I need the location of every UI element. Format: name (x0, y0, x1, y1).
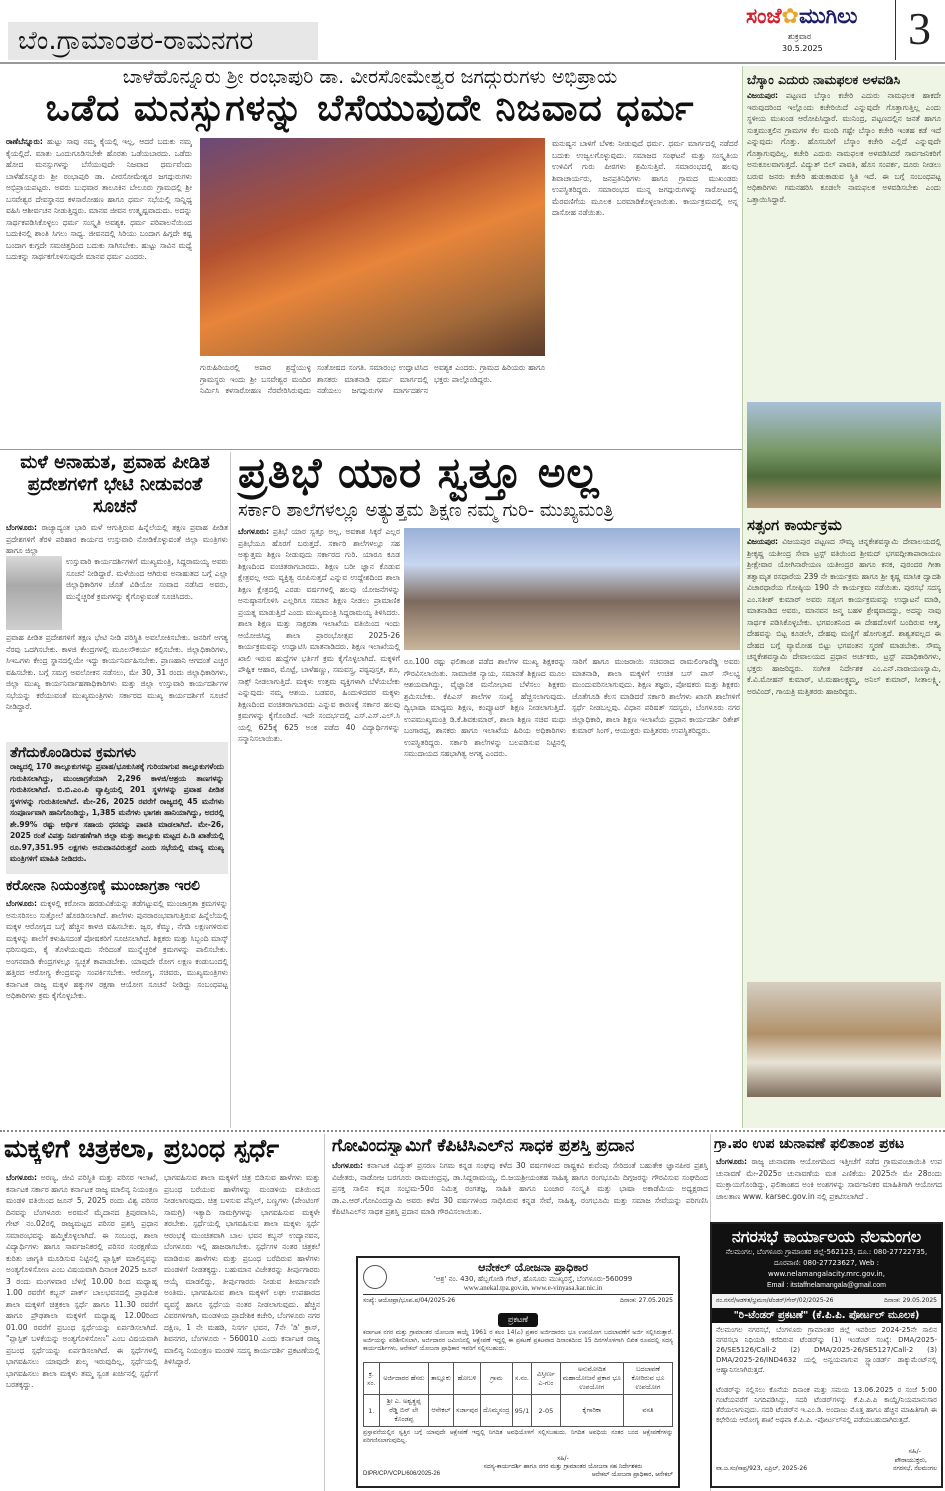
retender-bar: "ರಿ-ಟೆಂಡರ್ ಪ್ರಕಟಣೆ" (ಕೆ.ಪಿ.ಪಿ. ಪೋರ್ಟಲ್ ಮೂಲಕ) (712, 1308, 941, 1323)
table-cell: ದೊಮ್ಮಸಂದ್ರ (481, 1395, 513, 1427)
nelamangala-ref: ನಂ.ನಸನೆ/ಆಡಳಿತ/ಭ್ರಮಣ/ಟೆಂಡರ್/ಗೇರ್/02/2025-26 (716, 1297, 834, 1304)
lead-body-col2: ಗುರುಹಿರಿಯರಲ್ಲಿ ಅಪಾರ ಶ್ರದ್ಧೆಯುಳ್ಳ ಗ್ರಾಮಸ್ಥರು ಇಂದು ಶ್ರೀ ಬಸವೇಶ್ವರ ಮಂದಿರ ನಿರ್ಮಿಸಿ ಕಳಸಾರೋಹಣ ನೆರವೇರಿಸಿರುವುದು ಸಂತೋಷದ ಸಂಗತಿ. ಸಮಾರಂಭ ಉದ್ಘಾಟಿಸಿದ ಶಾಸಕರು ಮಾತನಾಡಿ ಧರ್ಮ ಮಾರ್ಗದಲ್ಲಿ ನಡೆಯಲು ಜಗದ್ಗುರುಗಳ ಮಾರ್ಗದರ್ಶನ ಅವಶ್ಯಕ ಎಂದರು. ಗ್ರಾಮದ ಹಿರಿಯರು ಹಾಗೂ ಭಕ್ತರು ಪಾಲ್ಗೊಂಡಿದ್ದರು. (200, 363, 545, 395)
anekal-title: ಆನೇಕಲ್ ಯೋಜನಾ ಪ್ರಾಧಿಕಾರ (478, 1261, 588, 1274)
measures-title: ತೆಗೆದುಕೊಂಡಿರುವ ಕ್ರಮಗಳು (10, 745, 136, 761)
anekal-web[interactable]: www.anekal.tpa.gov.in, www.e-vinyasa.kar.nic.in (463, 1284, 603, 1292)
award-body (332, 1160, 708, 1238)
nelamangala-body1: ನೆಲಮಂಗಲ ನಗರಸಭೆ, ಬೆಂಗಳೂರು ಗ್ರಾಮಾಂತರ ಜಿಲ್ಲೆ ಇವರಿಂದ 2024-25ನೇ ಸಾಲಿನ ನಗರಸಭಾ ನಿಧಿಯಡಿ ಕರೆದಿರುವ ಟೆಂಡರ್‌ನ್ನು (1) ಇಂಡೆಂಟ್ ಸಂಖ್ಯೆ: DMA/2025-26/SE5126/Call-2 (2) DMA/2025-26/SE5127/Call-2 (3) DMA/2025-26/IND4632 ಯಲ್ಲಿ ಅನ್ವಯವಾಗುವ ಸ್ಟ್ಯಾಂಡರ್ಡ್ ಡಾಕ್ಯುಮೆಂಟ್‌ನಲ್ಲಿ ಆಹ್ವಾನಿಸಲಾಗಿರುತ್ತದೆ. (716, 1326, 937, 1374)
masthead (740, 0, 945, 62)
lead-body-col3: ಮನುಷ್ಯನ ಬಾಳಿಗೆ ಬೆಳಕು ನೀಡುವುದೆ ಧರ್ಮ. ಧರ್ಮ ಮಾರ್ಗದಲ್ಲಿ ನಡೆದರೆ ಬದುಕು ಉಜ್ವಲಗೊಳ್ಳುವುದು. ಸಮಾಜದ ಸಂಘಟನೆ ಮತ್ತು ಸಂಸ್ಕೃತಿಯ ಉಳಿವಿಗೆ ಗುರು ಪೀಠಗಳು ಶ್ರಮಿಸುತ್ತಿವೆ. ಸಮಾರಂಭದಲ್ಲಿ ಹಲವು ಶಿವಾಚಾರ್ಯರು, ಜನಪ್ರತಿನಿಧಿಗಳು ಹಾಗೂ ಗ್ರಾಮದ ಮುಖಂಡರು ಉಪಸ್ಥಿತರಿದ್ದರು. ಸಮಾರಂಭದ ಮುನ್ನ ಜಗದ್ಗುರುಗಳನ್ನು ಸಾರೋಟದಲ್ಲಿ ಮೆರವಣಿಗೆಯ ಮೂಲಕ ಬರಮಾಡಿಕೊಳ್ಳಲಾಯಿತು. ಕಾರ್ಯಕ್ರಮದಲ್ಲಿ ಅನ್ನ ದಾಸೋಹ ನಡೆಯಿತು. (552, 139, 738, 217)
table-header-cell: ವಿಸ್ತೀರ್ಣ ಎ-ಗುಂ (532, 1363, 560, 1395)
table-cell: ಶ್ರೀ ಎ. ಅಶ್ವತ್ಥಪ್ಪ ರೆಡ್ಡಿ ಬಿನ್ ಲೇ ಕೊಂಡಪ್ಪ (379, 1395, 428, 1427)
govt-seal-icon (363, 1265, 387, 1289)
cm-deck: ಸರ್ಕಾರಿ ಶಾಲೆಗಳಲ್ಲೂ ಅತ್ಯುತ್ತಮ ಶಿಕ್ಷಣ ನಮ್ಮ ಗುರಿ- ಮುಖ್ಯಮಂತ್ರಿ (238, 500, 614, 521)
table-header-cell: ತಾಲ್ಲೂಕು (429, 1363, 454, 1395)
sidebar-story1-dateline: ವಿಜಯಪುರ: (747, 91, 778, 100)
lead-dateline: ರಾಣೆಬೆನ್ನೂರು: (6, 137, 43, 146)
award-headline: ಗೋವಿಂದಸ್ವಾಮಿಗೆ ಕೆಪಿಟಿಸಿಎಲ್‌ನ ಸಾಧಕ ಪ್ರಶಸ್ತಿ ಪ್ರದಾನ (332, 1136, 635, 1156)
anekal-table (363, 1362, 673, 1427)
anekal-closing: ಪ್ರಸ್ತಾವನೆಯಲ್ಲಿನ ಸ್ವತ್ತಿನ ಬಗ್ಗೆ ಯಾವುದೇ ಆಕ್ಷೇಪಣೆ ಇದ್ದಲ್ಲಿ ನಿಗದಿತ ಅವಧಿಯೊಳಗೆ ಸಲ್ಲಿಸಬಹುದು. ನಿಗದಿತ ಅವಧಿಯ ನಂತರ ಬಂದ ಆಕ್ಷೇಪಣೆಗಳನ್ನು ಪರಿಗಣಿಸಲಾಗುವುದಿಲ್ಲ. (363, 1429, 673, 1444)
table-cell: ಆನೇಕಲ್ (429, 1395, 454, 1427)
nelamangala-email[interactable]: Email : itstaffnelamangala@gmail.com (766, 1282, 887, 1289)
lead-headline: ಒಡೆದ ಮನಸ್ಸುಗಳನ್ನು ಬೆಸೆಯುವುದೇ ನಿಜವಾದ ಧರ್ಮ (45, 88, 695, 129)
sidebar-photo-satsang (747, 982, 941, 1097)
nelamangala-body2: ಟೆಂಡರ್‌ನ್ನು ಸಲ್ಲಿಸಲು ಕೊನೆಯ ದಿನಾಂಕ ಮತ್ತು ಸಮಯ 13.06.2025 ರ ಸಂಜೆ 5:00 ಗಂಟೆಯವರೆಗೆ ನಿಗದಿಪಡಿಸಿದ್ದು, ಸದರಿ ಟೆಂಡರ್‌ಗಳನ್ನು ಕೆ.ಪಿ.ಪಿ.ಪಿ ಕಾಯ್ದೆ/ನಿಯಮಾನುಸಾರ ತೆರೆಯಲಾಗುವುದು. ಸದರಿ ಟೆಂಡರ್‌ನ ಇ.ಎಂ.ಡಿ. ಅಂದಾಜು ಮೊತ್ತ ಹಾಗೂ ಹೆಚ್ಚಿನ ಮಾಹಿತಿಗಾಗಿ ಈ ಕಛೇರಿಯ ಆರೋಗ್ಯ ಶಾಖೆ ಅಥವಾ ಕೆ.ಪಿ.ಪಿ. -ಪೋರ್ಟಲ್‌ನಲ್ಲಿ ಪಡೆಯಬಹುದಾಗಿರುತ್ತದೆ. (716, 1386, 937, 1424)
sidebar-story1-body (743, 88, 945, 398)
sidebar (742, 66, 945, 1128)
anekal-code: DIPR/CP/VCPL/606/2025-26 (363, 1471, 441, 1477)
cm-body-col3: ಸಾರಿಗೆ ಹಾಗೂ ಮುಜರಾಯಿ ಸಚಿವರಾದ ರಾಮಲಿಂಗಾರೆಡ್ಡಿ ಅವರು ಮಾತನಾಡಿ, ಶಾಲಾ ಮಕ್ಕಳಿಗೆ ಉಚಿತ ಬಸ್ ಪಾಸ್ ಸೌಲಭ್ಯ ಮುಂದುವರಿಸಲಾಗುವುದು. ಶಿಕ್ಷಣ ತಜ್ಞರು, ಪೋಷಕರು ಮತ್ತು ಶಿಕ್ಷಕರು ಜೊತೆಗೂಡಿ ಕೆಲಸ ಮಾಡಿದರೆ ಸರ್ಕಾರಿ ಶಾಲೆಗಳು ಖಾಸಗಿ ಶಾಲೆಗಳಿಗೆ ಸ್ಪರ್ಧೆ ನೀಡಬಲ್ಲವು. ವಿಧಾನ ಪರಿಷತ್ ಸದಸ್ಯರು, ಬೆಂಗಳೂರು ನಗರ ಜಿಲ್ಲಾಧಿಕಾರಿ, ಶಾಲಾ ಶಿಕ್ಷಣ ಇಲಾಖೆಯ ಪ್ರಧಾನ ಕಾರ್ಯದರ್ಶಿ ರಿತೇಶ್ ಕುಮಾರ್ ಸಿಂಗ್, ಆಯುಕ್ತರು ಮತ್ತಿತರರು ಉಪಸ್ಥಿತರಿದ್ದರು. (572, 657, 740, 735)
corona-dateline: ಬೆಂಗಳೂರು: (6, 899, 38, 908)
rain-intro-text: ರಾಜ್ಯಾದ್ಯಂತ ಭಾರಿ ಮಳೆ ಆಗುತ್ತಿರುವ ಹಿನ್ನೆಲೆಯಲ್ಲಿ ತಕ್ಷಣ ಪ್ರವಾಹ ಪೀಡಿತ ಪ್ರದೇಶಗಳಿಗೆ ತೆರಳಿ ಪರಿಹಾರ ಕಾರ್ಯದ ಉಸ್ತುವಾರಿ ನೋಡಿಕೊಳ್ಳುವಂತೆ ಜಿಲ್ಲಾ ಮಂತ್ರಿಗಳು ಹಾಗೂ ಜಿಲ್ಲಾ (6, 523, 228, 555)
cm-photo (404, 528, 740, 650)
nelamangala-title: ನಗರಸಭೆ ಕಾರ್ಯಾಲಯ ನೆಲಮಂಗಲ (731, 1227, 922, 1246)
table-cell: ಕೈಗಾರಿಕಾ (560, 1395, 623, 1427)
election-dateline: ಬೆಂಗಳೂರು: (716, 1157, 748, 1166)
sidebar-story2-dateline: ವಿಜಯಪುರ: (747, 537, 778, 546)
rain-headline: ಮಳೆ ಅನಾಹುತ, ಪ್ರವಾಹ ಪೀಡಿತ ಪ್ರದೇಶಗಳಿಗೆ ಭೇಟಿ ನೀಡುವಂತೆ ಸೂಚನೆ (20, 452, 210, 517)
rain-intro (6, 522, 228, 556)
nelamangala-sign2: ಪೌರಾಯುಕ್ತರು, (894, 1456, 927, 1464)
newspaper-logo (746, 4, 857, 29)
sidebar-story2-text: ವಿಜಯಪುರ ಪಟ್ಟಣದ ಸೌಮ್ಯ ಚನ್ನಕೇಶವಸ್ವಾಮಿ ದೇವಾಲಯದಲ್ಲಿ ಶ್ರೀಕೃಷ್ಣ ಯತೀಂದ್ರ ಸೇವಾ ಟ್ರಸ್ಟ್ ವತಿಯಿಂದ ಶ್ರೀಮದ್ ಭಗವದ್ಗೀತಾಪಾರಾಯಣ ಶ್ರೀಕ್ಷೇವಾರ ಯೋಗಿನಾರೇಯಣ ಯತೀಂದ್ರರ ಹಾಗೂ ಕನಕ, ಪುರಂದರ ಗೀತಾ ತತ್ವಾಮೃತ ರಸಧಾರೆಯ 239 ನೇ ಕಾರ್ಯಕ್ರಮ ಹಾಗೂ ಶ್ರೀ ಕೃಷ್ಣ ಮಾಸಿಕ ದ್ವಾದಶಿ ವಿಚಾರಧಾರೆಯ ಗೋಷ್ಠಿಯ 190 ನೇ ಕಾರ್ಯಕ್ರಮ ನಡೆಯಿತು. ಪುರಸಭೆ ಸದಸ್ಯ ಎಂ.ಸತೀಶ್ ಕುಮಾರ್ ಅವರು ಸತ್ಸಂಗ ಕಾರ್ಯಕ್ರಮವನ್ನು ಉದ್ಘಾಟನೆ ಮಾಡಿ, ಮಾತನಾಡಿದ ಅವರು, ಮಾನವನ ಜನ್ಮ ಬಹಳ ಶ್ರೇಷ್ಠವಾದದ್ದು, ಅದನ್ನು ನಾವು ಸಾರ್ಥಕ ಪಡಿಸಿಕೊಳ್ಳಬೇಕು. ಭಗವಂತನಿಂದ ಈ ದೇಹದೊಳಗೆ ಬಂದಿರುವ ಆತ್ಮ, ದೇಹವನ್ನು ಬಿಟ್ಟ ಕೂಡಲೇ, ದೇಹವು ಮಣ್ಣಿಗೆ ಹೋಗುತ್ತದೆ. ಶಾಶ್ವತವಲ್ಲದ ಈ ದೇಹದ ಬಗ್ಗೆ ವ್ಯಾಮೋಹ ಬಿಟ್ಟು ಭಗವಂತನ ಸ್ಮರಣೆ ಮಾಡಬೇಕು. ಸೌಮ್ಯ ಚನ್ನಕೇಶವಸ್ವಾಮಿ ದೇವಾಲಯದ ಪ್ರಧಾನ ಅರ್ಚಕರು, ಟ್ರಸ್ಟ್ ಪದಾಧಿಕಾರಿಗಳು, ಭಕ್ತರು ಹಾಜರಿದ್ದರು. ಸಂಗೀತ ನಿರ್ದೇಶಕ ಎಂ.ಎನ್.ನಾರಾಯಣಸ್ವಾಮಿ, ಕೆ.ವಿ.ಮೋಹನ್ ಕುಮಾರ್, ಟಿ.ಮಹಾಲಕ್ಷ್ಮಮ್ಮ, ಅನಿಲ್ ಕುಮಾರ್, ಸೀತಾಲಕ್ಷ್ಮಿ, ಅರವಿಂದ್, ಗಾಯತ್ರಿ ಮತ್ತಿತರರು ಹಾಜರಿದ್ದರು. (747, 537, 941, 696)
sidebar-story2-headline: ಸತ್ಸಂಗ ಕಾರ್ಯಕ್ರಮ (747, 516, 842, 534)
election-body (716, 1156, 942, 1212)
cm-dateline: ಬೆಂಗಳೂರು: (238, 527, 270, 536)
section-tag: ಬೆಂ.ಗ್ರಾಮಾಂತರ-ರಾಮನಗರ (8, 22, 318, 60)
table-header-cell: ಅನುಮೋದಿತ ಮಹಾಯೋಜನೆ ಪ್ರಕಾರ ಭೂ ಉಪಯೋಗ (560, 1363, 623, 1395)
anekal-ad (356, 1256, 680, 1488)
table-cell: 95/1 (512, 1395, 532, 1427)
corona-headline: ಕರೋನಾ ನಿಯಂತ್ರಣಕ್ಕೆ ಮುಂಜಾಗ್ರತಾ ಇರಲಿ (6, 878, 200, 894)
table-header-cell: ಕ್ರ. ಸಂ. (364, 1363, 380, 1395)
table-cell: ವಸತಿ (623, 1395, 672, 1427)
cm-body-col2: ರೂ.100 ರಷ್ಟು ಫಲಿತಾಂಶ ಪಡೆದ ಶಾಲೆಗಳ ಮುಖ್ಯ ಶಿಕ್ಷಕರನ್ನು ಗೌರವಿಸಲಾಯಿತು. ಸಾಮಾಜಿಕ ನ್ಯಾಯ, ಸಮಾನತೆ ಶಿಕ್ಷಣದ ಮೂಲ ಆಶಯವಾಗಿದ್ದು, ವೈಜ್ಞಾನಿಕ ಮನೋಭಾವ ಬೆಳೆಸಲು ಶಿಕ್ಷಕರು ಶ್ರಮಿಸಬೇಕು. ಕೆಪಿಎಸ್ ಶಾಲೆಗಳ ಸಂಖ್ಯೆ ಹೆಚ್ಚಿಸಲಾಗುವುದು. ದ್ವಿಭಾಷಾ ಮಾಧ್ಯಮ ಶಿಕ್ಷಣ, ಕಂಪ್ಯೂಟರ್ ಶಿಕ್ಷಣ ನೀಡಲಾಗುತ್ತಿದೆ. ಉಪಮುಖ್ಯಮಂತ್ರಿ ಡಿ.ಕೆ.ಶಿವಕುಮಾರ್, ಶಾಲಾ ಶಿಕ್ಷಣ ಸಚಿವ ಮಧು ಬಂಗಾರಪ್ಪ, ಶಾಸಕರು ಹಾಗೂ ಇಲಾಖೆಯ ಹಿರಿಯ ಅಧಿಕಾರಿಗಳು ಉಪಸ್ಥಿತರಿದ್ದರು. ಸರ್ಕಾರಿ ಶಾಲೆಗಳನ್ನು ಬಲಪಡಿಸುವ ನಿಟ್ಟಿನಲ್ಲಿ ಸಮುದಾಯದ ಸಹಭಾಗಿತ್ವ ಅಗತ್ಯ ಎಂದರು. (404, 657, 566, 758)
page-number: 3 (895, 0, 943, 60)
rain-dateline: ಬೆಂಗಳೂರು: (6, 523, 38, 532)
issue-date: 30.5.2025 (782, 44, 823, 53)
column-divider (230, 452, 231, 1128)
lead-text: ಹುಟ್ಟು ಸಾವು ನಮ್ಮ ಕೈಯಲ್ಲಿ ಇಲ್ಲ, ಆದರೆ ಬದುಕು ನಮ್ಮ ಕೈಯಲ್ಲಿದೆ. ಮಾತು ಒಂದುಗೂಡಿಸಬೇಕೇ ಹೊರತು ಒಡೆಯಬಾರದು. ಒಡೆದು ಹೋದ ಮನಸ್ಸುಗಳನ್ನು ಬೆಸೆಯುವುದೇ ನಿಜವಾದ ಧರ್ಮವೆಂದು ಬಾಳೆಹೊನ್ನೂರು ಶ್ರೀ ರಂಭಾಪುರಿ ಡಾ. ವೀರಸೋಮೇಶ್ವರ ಜಗದ್ಗುರುಗಳು ಅಭಿಪ್ರಾಯಪಟ್ಟರು. ಅವರು ಬುಧವಾರ ತಾಲೂಕಿನ ಬೇಲೂರು ಗ್ರಾಮದಲ್ಲಿ ಶ್ರೀ ಬಸವೇಶ್ವರ ದೇವಸ್ಥಾನದ ಕಳಸಾರೋಹಣ ಹಾಗೂ ಧರ್ಮ ಸಭೆಯಲ್ಲಿ ಸಾನ್ನಿಧ್ಯ ವಹಿಸಿ ಆಶೀರ್ವಚನ ನೀಡುತ್ತಿದ್ದರು. ಮಾನವ ಜೀವನ ಉತ್ಕೃಷ್ಟವಾದುದು. ಅದನ್ನು ಸಾರ್ಥಕಪಡಿಸಿಕೊಳ್ಳಲು ಧರ್ಮ ಸಂಸ್ಕೃತಿ ಅವಶ್ಯಕ. ಧರ್ಮ ಪರಿಪಾಲನೆಯಿಂದ ಬದುಕಿನಲ್ಲಿ ಶಾಂತಿ ಸಿಗಲು ಸಾಧ್ಯ. ಜೀವನದಲ್ಲಿ ಸಿರಿಯು ಬಂದಾಗ ಹಿಗ್ಗದೇ ಕಷ್ಟ ಬಂದಾಗ ಕುಗ್ಗದೇ ಸಮಚಿತ್ತದಿಂದ ಬದುಕು ಸಾಗಿಸಬೇಕು. ಹುಟ್ಟು ಸಾವಿನ ಮಧ್ಯೆ ಬದುಕನ್ನು ಸಾರ್ಥಕಗೊಳಿಸುವುದೇ ಮಾನವ ಧರ್ಮ ಎಂದರು. (6, 137, 192, 261)
logo-part-1: ಸಂಜೆ (746, 4, 782, 28)
table-header-cell: ಸ.ನಂ. (512, 1363, 532, 1395)
rain-body: ಪ್ರವಾಹ ಪೀಡಿತ ಪ್ರದೇಶಗಳಿಗೆ ತಕ್ಷಣ ಭೇಟಿ ನೀಡಿ ಪರಿಸ್ಥಿತಿ ಅವಲೋಕಿಸಬೇಕು. ಜನರಿಗೆ ಅಗತ್ಯ ನೆರವು ಒದಗಿಸಬೇಕು. ಕಾಳಜಿ ಕೇಂದ್ರಗಳಲ್ಲಿ ಮೂಲಸೌಕರ್ಯ ಕಲ್ಪಿಸಬೇಕು. ಜಿಲ್ಲಾಧಿಕಾರಿಗಳು, ಸಿಇಒಗಳು ಕೇಂದ್ರ ಸ್ಥಾನದಲ್ಲಿಯೇ ಇದ್ದು ಕಾರ್ಯನಿರ್ವಹಿಸಬೇಕು. ಪ್ರಾಣಹಾನಿ ಆಗದಂತೆ ಎಚ್ಚರ ವಹಿಸಬೇಕು. ಬಗ್ಗೆ ಸಮಗ್ರ ಅವಲೋಕನ ನಡೆಸಲು, ಮೇ 30, 31 ರಂದು ಜಿಲ್ಲಾಧಿಕಾರಿಗಳು, ಜಿಲ್ಲಾ ಮುಖ್ಯ ಕಾರ್ಯನಿರ್ವಾಹಣಾಧಿಕಾರಿಗಳು ಮತ್ತು ಜಿಲ್ಲಾ ಉಸ್ತುವಾರಿ ಕಾರ್ಯದರ್ಶಿಗಳ ಸಭೆಯನ್ನು ಕರೆಯುವಂತೆ ಮುಖ್ಯಮಂತ್ರಿಗಳು ಸರ್ಕಾರದ ಮುಖ್ಯ ಕಾರ್ಯದರ್ಶಿಗೆ ಸೂಚನೆ ನೀಡಿದ್ದಾರೆ. (6, 633, 228, 711)
table-cell: 1. (364, 1395, 380, 1427)
nelamangala-header (712, 1224, 941, 1294)
issue-day: ಶುಕ್ರವಾರ (788, 32, 812, 41)
table-cell: 2-05 (532, 1395, 560, 1427)
nelamangala-address2: ದೂರವಾಣಿ: 080-27723627, Web : www.nelamangalacity.mrc.gov.in, (768, 1259, 885, 1278)
anekal-ref: ಸಂಖ್ಯೆ: ಆಯೋಪ್ರಾ/ಭೂಪ.ಪ/04/2025-26 (363, 1297, 456, 1304)
drawing-dateline: ಬೆಂಗಳೂರು: (6, 1173, 38, 1182)
drawing-body-col1 (6, 1172, 158, 1488)
sidebar-story1-text: ಪಟ್ಟಣದ ಬೆಸ್ಕಾಂ ಕಚೇರಿ ಎದುರು ನಾಮಫಲಕ ಹಾಕದೇ ಇರುವುದರಿಂದ ಇಲ್ಲೊಂದು ಕಚೇರಿಯಿದೆ ಎನ್ನುವುದೇ ಗೊತ್ತಾಗುತ್ತಿಲ್ಲ ಎಂದು ಸ್ಥಳೀಯ ಮುಖಂಡ ಆರೋಪಿಸಿದ್ದಾರೆ. ಮುನಿಂದ್ರ, ಪಟ್ಟಣದಲ್ಲಿನ ಜನತೆ ಹಾಗೂ ಸುತ್ತಮುತ್ತಲಿನ ಗ್ರಾಮಗಳ ಕೆಲ ಮಂದಿ ಗಷ್ಟೇ ಬೆಸ್ಕಾಂ ಕಚೇರಿ ಇಂತಹ ಕಡೆ ಇದೆ ಎನ್ನುವುದು ಗೊತ್ತು. ಹೊಸಬರಿಗೆ ಬೆಸ್ಕಾಂ ಕಚೇರಿ ಎಲ್ಲಿದೆ ಎನ್ನುವುದೇ ಗೊತ್ತಾಗುವುದಿಲ್ಲ. ಕಚೇರಿ ಎದುರು ನಾಮಫಲಕ ಅಳವಡಿಸಿದರೆ ಸಾರ್ವಜನಿಕರಿಗೆ ಅನುಕೂಲವಾಗುತ್ತದೆ. ವಿದ್ಯುತ್ ಬಿಲ್ ಪಾವತಿ, ಹೊಸ ಸಂಪರ್ಕ, ದೂರು ನೀಡಲು ಬರುವ ಜನರು ಕಚೇರಿ ಹುಡುಕಾಡುವ ಸ್ಥಿತಿ ಇದೆ. ಈ ಬಗ್ಗೆ ಸಂಬಂಧಪಟ್ಟ ಅಧಿಕಾರಿಗಳು ಗಮನಹರಿಸಿ ಕೂಡಲೇ ನಾಮಫಲಕ ಅಳವಡಿಸಬೇಕು ಎಂದು ಒತ್ತಾಯಿಸಿದ್ದಾರೆ. (747, 91, 941, 204)
table-header-cell: ಬದಲಾವಣೆ ಕೋರಿರುವ ಭೂ ಉಪಯೋಗ (623, 1363, 672, 1395)
cm-mugshot (6, 556, 62, 630)
table-header-cell: ಹೋಬಳಿ (453, 1363, 480, 1395)
award-text: ಕರ್ನಾಟಕ ವಿದ್ಯುತ್ ಪ್ರಸರಣ ನಿಗಮ ಕನ್ನಡ ಸಂಘವು ಕಳೆದ 30 ವರ್ಷಗಳಿಂದ ರಾಷ್ಟ್ರಕವಿ ಕುವೆಂಪು ಸೇರಿದಂತೆ ಬಹುತೇಕ ಜ್ಞಾನಪೀಠ ಪ್ರಶಸ್ತಿ ವಿಜೇತರು, ನಾಡೋಜ ಬರಗೂರು ರಾಮಚಂದ್ರಪ್ಪ, ಡಾ.ಸಿದ್ದರಾಮಯ್ಯ, ಬಿ.ಜಯಶ್ರೀಯಂತಹ ಸಾಹಿತ್ಯ ಹಾಗೂ ರಂಗಭೂಮಿ ದಿಗ್ಗಜರನ್ನು ಗೌರವಿಸುವ ಸಂಘದಿಂದ ಪ್ರಸಕ್ತ ಸಾಲಿನ ಕನ್ನಡ ಸಂಭ್ರಮ-50ರ ನಿಮಿತ್ತ ರಂಗತಜ್ಞ, ಸಾಹಿತಿ ಹಾಗೂ ಬಂಜಾರ ಸಂಸ್ಕೃತಿ ಮತ್ತು ಭಾಷಾ ಅಕಾಡೆಮಿಯ ಅಧ್ಯಕ್ಷರಾದ ಡಾ.ಎ.ಆರ್.ಗೋವಿಂದಸ್ವಾಮಿ ಅವರು ಕಳೆದ 30 ವರ್ಷಗಳಿಂದ ಸಾಧಿಸಿರುವ ಕನ್ನಡ ಸೇವೆ, ಸಾಹಿತ್ಯ, ರಂಗಭೂಮಿ ಮತ್ತು ಸಮಾಜ ಸೇವೆಯನ್ನು ಪರಿಗಣಿಸಿ ಕೆಪಿಟಿಸಿಎಲ್‌ನ ಸಾಧಕ ಪ್ರಶಸ್ತಿ ಪ್ರದಾನ ಮಾಡಿ ಗೌರವಿಸಲಾಯಿತು. (332, 1161, 708, 1216)
anekal-sign3: ಆನೇಕಲ್ ಯೋಜನಾ ಪ್ರಾಧಿಕಾರ, ಆನೇಕಲ್ (591, 1471, 673, 1478)
anekal-sign2: ಸದಸ್ಯ-ಕಾರ್ಯದರ್ಶಿ ಹಾಗೂ ನಗರ ಮತ್ತು ಗ್ರಾಮಾಂತರ ಯೋಜನಾ ಸಹ ನಿರ್ದೇಶಕರು (483, 1463, 643, 1470)
nelamangala-address1: ನೆಲಮಂಗಲ, ಬೆಂಗಳೂರು ಗ್ರಾಮಾಂತರ ಜಿಲ್ಲೆ-562123, ದೂ.: 080-27722735, (725, 1248, 928, 1256)
drawing-headline: ಮಕ್ಕಳಿಗೆ ಚಿತ್ರಕಲಾ, ಪ್ರಬಂಧ ಸ್ಪರ್ಧೆ (4, 1134, 280, 1163)
measures-body: ರಾಜ್ಯದಲ್ಲಿ 170 ತಾಲ್ಲೂಕುಗಳನ್ನು ಪ್ರವಾಹ/ಭೂಕುಸಿತಕ್ಕೆ ಗುರಿಯಾಗುವ ತಾಲ್ಲೂಕುಗಳೆಂದು ಗುರುತಿಸಲಾಗಿದ್ದು, ಮುಂಜಾಗ್ರತೆಯಾಗಿ 2,296 ಕಾಳಜಿ/ಆಶ್ರಯ ತಾಣಗಳನ್ನು ಗುರುತಿಸಲಾಗಿದೆ. ಬಿ.ಬಿ.ಎಂ.ಪಿ ವ್ಯಾಪ್ತಿಯಲ್ಲಿ 201 ಸ್ಥಳಗಳನ್ನು ಪ್ರವಾಹ ಪೀಡಿತ ಸ್ಥಳಗಳನ್ನು ಗುರುತಿಸಲಾಗಿದೆ. ಮೇ-26, 2025 ರವರೆಗೆ ರಾಜ್ಯದಲ್ಲಿ 45 ಮನೆಗಳು ಸಂಪೂರ್ಣವಾಗಿ ಹಾನಿಗೊಂಡಿದ್ದು, 1,385 ಮನೆಗಳು ಭಾಗಶಃ ಹಾನಿಯಾಗಿದ್ದು, ಅದರಲ್ಲಿ ಶೇ.99% ರಷ್ಟು ಆರ್ಥಿಕ ಸಹಾಯ ಧನವನ್ನು ಪಾವತಿ ಮಾಡಲಾಗಿದೆ. ಮೇ-26, 2025 ರಂತೆ ವಿಪತ್ತು ನಿರ್ವಹಣೆಗಾಗಿ ಜಿಲ್ಲಾ ಮತ್ತು ತಾಲ್ಲೂಕು ಮಟ್ಟದ ಪಿ.ಡಿ ಖಾತೆಯಲ್ಲಿ ರೂ.97,351.95 ಲಕ್ಷಗಳು ಅನುದಾನವಿರುತ್ತದೆ ಎಂದು ಸಭೆಯಲ್ಲಿ ಮಾನ್ಯ ಮುಖ್ಯ ಮಂತ್ರಿಗಳಿಗೆ ಮಾಹಿತಿ ನೀಡಿದರು. (10, 762, 224, 863)
nelamangala-date: ದಿನಾಂಕ: 29.05.2025 (884, 1297, 937, 1304)
anekal-tag: ಪ್ರಕಟಣೆ (498, 1313, 538, 1327)
drawing-text: ಅರಣ್ಯ, ಜೀವಿ ಪರಿಸ್ಥಿತಿ ಮತ್ತು ಪರಿಸರ ಇಲಾಖೆ, ಕರ್ನಾಟಕ ಸರ್ಕಾರ ಹಾಗೂ ಕರ್ನಾಟಕ ರಾಜ್ಯ ಮಾಲಿನ್ಯ ನಿಯಂತ್ರಣ ಮಂಡಳಿ ವತಿಯಿಂದ ಜೂನ್ 5, 2025 ರಂದು ವಿಶ್ವ ಪರಿಸರ ದಿನವನ್ನು ಬೆಂಗಳೂರು ಅರಮನೆ ಮೈದಾನದ ತ್ರಿಪುರವಾಸಿನಿ, ಗೇಟ್ ನಂ.02ರಲ್ಲಿ ರಾಜ್ಯಮಟ್ಟದ ಪರಿಸರ ಪ್ರಶಸ್ತಿ ಪ್ರಧಾನ ಸಮಾರಂಭವನ್ನು ಹಮ್ಮಿಕೊಳ್ಳಲಾಗಿದೆ. ಈ ಸಂಬಂಧ, ಶಾಲಾ ವಿದ್ಯಾರ್ಥಿಗಳು ಹಾಗೂ ಸಾರ್ವಜನಿಕರಲ್ಲಿ ಪರಿಸರ ಸಂರಕ್ಷಣೆಯ ಕುರಿತು ಜಾಗೃತಿ ಮೂಡಿಸುವ ನಿಟ್ಟಿನಲ್ಲಿ ಪ್ಲಾಸ್ಟಿಕ್ ಮಾಲಿನ್ಯವನ್ನು ಅಂತ್ಯಗೊಳಿಸೋಣ ಎಂಬ ವಿಷಯವಾಗಿ ದಿನಾಂಕ 2025 ಜೂನ್ 3 ರಂದು ಮಂಗಳವಾರ ಬೆಳಿಗ್ಗೆ 10.00 ರಿಂದ ಮಧ್ಯಾಹ್ನ 1.00 ರವರೆಗೆ ಕಬ್ಬನ್ ಪಾರ್ಕ್ ಬಾಲಭವನದಲ್ಲಿ ಪ್ರಾಥಮಿಕ ಶಾಲಾ ಮಕ್ಕಳಿಗೆ ಚಿತ್ರಕಲಾ ಸ್ಪರ್ಧೆ ಹಾಗೂ 11.30 ರವರೆಗೆ ಹಾಗೂ ಪ್ರೌಢಶಾಲಾ ಮಕ್ಕಳಿಗೆ ಮಧ್ಯಾಹ್ನ 12.00ರಿಂದ 01.00 ರವರೆಗೆ ಪ್ರಬಂಧ ಸ್ಪರ್ಧೆಯನ್ನು ಏರ್ಪಡಿಸಲಾಗಿದೆ. "ಪ್ಲಾಸ್ಟಿಕ್ ಬಳಕೆಯನ್ನು ಅಂತ್ಯಗೊಳಿಸೋಣ" ಎಂಬ ವಿಷಯವಾಗಿ ಪ್ರಬಂಧ ಸ್ಪರ್ಧೆಯನ್ನು ಏರ್ಪಡಿಸಲಾಗಿದೆ. ಈ ಸ್ಪರ್ಧೆಗಳಲ್ಲಿ ಭಾಗವಹಿಸಲು ಯಾವುದೇ ಶುಲ್ಕ ಇರುವುದಿಲ್ಲ, ಸ್ಪರ್ಧೆಯಲ್ಲಿ ಭಾಗವಹಿಸಲು ಶಾಲಾ ಮಕ್ಕಳು ತಮ್ಮ ಸ್ವಂತ ಖರ್ಚಿನಲ್ಲಿ ಸ್ಪರ್ಧೆಗೆ ಬರತಕ್ಕದ್ದು. (6, 1173, 158, 1389)
sidebar-story1-headline: ಬೆಸ್ಕಾಂ ಎದುರು ನಾಮಫಲಕ ಅಳವಡಿಸಿ (747, 72, 901, 87)
lead-kicker: ಬಾಳೆಹೊನ್ನೂರು ಶ್ರೀ ರಂಭಾಪುರಿ ಡಾ. ವೀರಸೋಮೇಶ್ವರ ಜಗದ್ಗುರುಗಳು ಅಭಿಪ್ರಾಯ (122, 66, 618, 88)
anekal-intro: ಕರ್ನಾಟಕ ನಗರ ಮತ್ತು ಗ್ರಾಮಾಂತರ ಯೋಜನಾ ಕಾಯ್ದೆ 1961 ರ ಕಲಂ 14(ಎ) ಪ್ರಕಾರ ಅರ್ಜಿದಾರರು ಭೂ ಉಪಯೋಗ ಬದಲಾವಣೆಗೆ ಅರ್ಜಿ ಸಲ್ಲಿಸಿರುತ್ತಾರೆ. ಅರ್ಜಿಯನ್ನು ಪರಿಶೀಲಿಸಲಾಗಿ, ಅರ್ಜಿದಾರರ ಜಮೀನಿನಲ್ಲಿ ಆಕ್ಷೇಪಣೆ ಇದ್ದಲ್ಲಿ ಈ ಪ್ರಕಟಣೆ ಪ್ರಕಟವಾದ ದಿನಾಂಕದಿಂದ 15 ದಿನಗಳೊಳಗಾಗಿ ಲಿಖಿತ ರೂಪದಲ್ಲಿ ಸದಸ್ಯ ಕಾರ್ಯದರ್ಶಿಗಳು, ಆನೇಕಲ್ ಯೋಜನಾ ಪ್ರಾಧಿಕಾರ ಇವರಿಗೆ ಸಲ್ಲಿಸಬಹುದು. (363, 1329, 673, 1352)
table-header-cell: ಅರ್ಜಿದಾರರ ಹೆಸರು (379, 1363, 428, 1395)
anekal-address: 'ಆಶ್ರ' ನಂ. 430, ಹೆಬ್ಬಗೋಡಿ ಗೇಟ್, ಹೊಸೂರು ಮುಖ್ಯರಸ್ತೆ, ಬೆಂಗಳೂರು-560099 (433, 1275, 633, 1283)
nelamangala-code: ವಾ.ಜ.ಸಂ/ಸಾಪ್ರ/923, ಎಪ್ರಿಲ್, 2025-26 (716, 1465, 808, 1472)
cm-text: ಪ್ರತಿಭೆ ಯಾರ ಸ್ವತ್ತೂ ಅಲ್ಲ, ಅವಕಾಶ ಸಿಕ್ಕರೆ ಎಲ್ಲರ ಪ್ರತಿಭೆಯೂ ಹೊರಗೆ ಬರುತ್ತದೆ. ಸರ್ಕಾರಿ ಶಾಲೆಗಳಲ್ಲೂ ಸಹ ಅತ್ಯುತ್ತಮ ಶಿಕ್ಷಣ ನೀಡುವುದು ಸರ್ಕಾರದ ಗುರಿ. ಯಾರೂ ಕೂಡ ಶಿಕ್ಷಣದಿಂದ ವಂಚಿತರಾಗಬಾರದು. ಶಿಕ್ಷಣ ಬರೀ ಜ್ಞಾನ ಕೊಡುವ ಕ್ಷೇತ್ರವಲ್ಲ ಅದು ವ್ಯಕ್ತಿತ್ವ ರೂಪಿಸುತ್ತದೆ ಎನ್ನುವ ಉದ್ದೇಶದಿಂದ ಶಾಲಾ ಶಿಕ್ಷಣ ಕ್ಷೇತ್ರದಲ್ಲಿ ಎರಡು ವರ್ಷಗಳಲ್ಲಿ ಹಲವು ಯೋಜನೆಗಳನ್ನು ಅನುಷ್ಠಾನಗೊಳಿಸಿ ಎಲ್ಲರಿಗೂ ಸಮಾನ ಶಿಕ್ಷಣ ನೀಡಲು ಪ್ರಾಮಾಣಿಕ ಪ್ರಯತ್ನ ಮಾಡುತ್ತಿದೆ ಎಂದು ಮುಖ್ಯಮಂತ್ರಿ ಸಿದ್ದರಾಮಯ್ಯ ತಿಳಿಸಿದರು. ಶಾಲಾ ಶಿಕ್ಷಣ ಮತ್ತು ಸಾಕ್ಷರತಾ ಇಲಾಖೆಯ ವತಿಯಿಂದ ಇಂದು ಆಯೋಜಿಸಿದ್ದ ಶಾಲಾ ಪ್ರಾರಂಭೋತ್ಸವ 2025-26 ಕಾರ್ಯಕ್ರಮವನ್ನು ಉದ್ಘಾಟಿಸಿ ಮಾತನಾಡಿದರು. ಶಿಕ್ಷಣ ಇಲಾಖೆಯಲ್ಲಿ ಖಾಲಿ ಇರುವ ಹುದ್ದೆಗಳ ಭರ್ತಿಗೆ ಕ್ರಮ ಕೈಗೊಳ್ಳಲಾಗಿದೆ. ಮಕ್ಕಳಿಗೆ ಪೌಷ್ಟಿಕ ಆಹಾರ, ಮೊಟ್ಟೆ, ಬಾಳೆಹಣ್ಣು, ಸಮವಸ್ತ್ರ, ಪಠ್ಯಪುಸ್ತಕ, ಶೂ, ಸಾಕ್ಸ್ ನೀಡಲಾಗುತ್ತಿದೆ. ಮಕ್ಕಳು ಉತ್ತಮ ವ್ಯಕ್ತಿಗಳಾಗಿ ಬೆಳೆಯಬೇಕು ಎನ್ನುವುದು ನಮ್ಮ ಆಶಯ. ಬಡವರ, ಹಿಂದುಳಿದವರ ಮಕ್ಕಳು ಶಿಕ್ಷಣದಿಂದ ವಂಚಿತರಾಗಬಾರದು ಎನ್ನುವ ಕಾರಣಕ್ಕೆ ಸರ್ಕಾರ ಹಲವು ಕ್ರಮಗಳನ್ನು ಕೈಗೊಂಡಿದೆ. ಇದೇ ಸಂದರ್ಭದಲ್ಲಿ ಎಸ್.ಎಸ್.ಎಲ್.ಸಿ ಯಲ್ಲಿ 625ಕ್ಕೆ 625 ಅಂಕ ಪಡೆದ 40 ವಿದ್ಯಾರ್ಥಿಗಳನ್ನು ಸನ್ಮಾನಿಸಲಾಯಿತು. (238, 527, 400, 743)
anekal-sign1: ಸಹಿ/- (557, 1455, 569, 1462)
top-rule (0, 62, 945, 64)
corona-text: ಮಕ್ಕಳಲ್ಲಿ ಕರೋನಾ ಹರಡುವಿಕೆಯನ್ನು ತಡೆಗಟ್ಟುವಲ್ಲಿ ಮುಂಜಾಗ್ರತಾ ಕ್ರಮಗಳನ್ನು ಅನುಸರಿಸಲು ಸುತ್ತೋಲೆ ಹೊರಡಿಸಲಾಗಿದೆ. ಶಾಲೆಗಳು ಪುನರಾರಂಭವಾಗುತ್ತಿರುವ ಹಿನ್ನೆಲೆಯಲ್ಲಿ ಮಕ್ಕಳ ಆರೋಗ್ಯದ ಬಗ್ಗೆ ಹೆಚ್ಚಿನ ಕಾಳಜಿ ವಹಿಸಬೇಕು. ಜ್ವರ, ಕೆಮ್ಮು, ನೆಗಡಿ ಲಕ್ಷಣಗಳಿರುವ ಮಕ್ಕಳನ್ನು ಶಾಲೆಗೆ ಕಳುಹಿಸದಂತೆ ಪೋಷಕರಿಗೆ ಸೂಚಿಸಲಾಗಿದೆ. ಶಿಕ್ಷಕರು ಮತ್ತು ಸಿಬ್ಬಂದಿ ಮಾಸ್ಕ್ ಧರಿಸುವುದು, ಕೈ ತೊಳೆಯುವುದು ಸೇರಿದಂತೆ ಮುನ್ನೆಚ್ಚರಿಕೆ ಕ್ರಮಗಳನ್ನು ಪಾಲಿಸಬೇಕು. ಅಂಗನವಾಡಿ ಕೇಂದ್ರಗಳಲ್ಲೂ ಸ್ವಚ್ಛತೆ ಕಾಪಾಡಬೇಕು. ಯಾವುದೇ ರೋಗ ಲಕ್ಷಣ ಕಂಡುಬಂದಲ್ಲಿ ಹತ್ತಿರದ ಆರೋಗ್ಯ ಕೇಂದ್ರವನ್ನು ಸಂಪರ್ಕಿಸಬೇಕು. ಆರೋಗ್ಯ, ಸಚಿವರು, ಮುಖ್ಯಮಂತ್ರಿಗಳು ಕರ್ನಾಟಕ ರಾಜ್ಯ ಮಕ್ಕಳ ಹಕ್ಕುಗಳ ರಕ್ಷಣಾ ಆಯೋಗ ಸೂಚನೆ ನೀಡಿದ್ದು ಸಂಬಂಧಪಟ್ಟ ಅಧಿಕಾರಿಗಳು ಕ್ರಮ ಕೈಗೊಳ್ಳಬೇಕು. (6, 899, 228, 1000)
award-dateline: ಬೆಂಗಳೂರು: (332, 1161, 364, 1170)
cm-body-col1 (238, 526, 400, 1126)
cm-headline: ಪ್ರತಿಭೆ ಯಾರ ಸ್ವತ್ತೂ ಅಲ್ಲ (238, 448, 600, 497)
column-divider (324, 1134, 325, 1491)
lead-photo (200, 138, 545, 356)
table-row (364, 1395, 673, 1427)
nelamangala-sign3: ನಗರಸಭೆ, ನೆಲಮಂಗಲ (893, 1465, 937, 1472)
sidebar-story2-body (743, 534, 945, 978)
table-header-cell: ಗ್ರಾಮ (481, 1363, 513, 1395)
table-cell: ಸರ್ಜಾಪುರ (453, 1395, 480, 1427)
corona-body (6, 898, 228, 1126)
palm-logo-icon: ✿ (781, 4, 800, 28)
drawing-body-col2: ಭಾಗವಹಿಸುವ ಶಾಲಾ ಮಕ್ಕಳಿಗೆ ಚಿತ್ರ ಬಿಡಿಸುವ ಹಾಳೆಗಳು ಮತ್ತು ಪ್ರಬಂಧ ಬರೆಯುವ ಹಾಳೆಗಳನ್ನು ಮಂಡಳಿಯ ವತಿಯಿಂದ ನೀಡಲಾಗುವುದು. ಚಿತ್ರ ಬಳಸುವ ಪೆನ್ಸಿಲ್, ಬಣ್ಣಗಳು (ಪೇಂಟಿಂಗ್ ಸಾಮಗ್ರಿ) ಇತ್ಯಾದಿ ಸಾಮಗ್ರಿಗಳನ್ನು ಭಾಗವಹಿಸುವ ಮಕ್ಕಳೇ ತರಬೇಕು. ಸ್ಪರ್ಧೆಯಲ್ಲಿ ಭಾಗವಹಿಸುವ ಶಾಲಾ ಮಕ್ಕಳು ಸ್ಪರ್ಧೆ ಆರಂಭಕ್ಕೆ ಮುಂಚಿತವಾಗಿ ಬಾಲ ಭವನ ಕಬ್ಬನ್ ಉದ್ಯಾನವನ, ಬೆಂಗಳೂರು ಇಲ್ಲಿ ಹಾಜರಾಗಬೇಕು. ಸ್ಪರ್ಧೆಗಳ ನಂತರ ಚಿತ್ರಕಲೆ ಮಾಡಿರುವ ಹಾಳೆಗಳು ಮತ್ತು ಪ್ರಬಂಧ ಬರೆದಿರುವ ಹಾಳೆಗಳು ಮಂಡಳಿಗೆ ನೀಡತಕ್ಕದ್ದು. ಬಹುಮಾನ ವಿಜೇತರನ್ನು ತೀರ್ಪುಗಾರರು ಆಯ್ಕೆ ಮಾಡಲಿದ್ದು, ತೀರ್ಪುಗಾರರು ನೀಡುವ ತೀರ್ಮಾನವೇ ಅಂತಿಮ. ಭಾಗವಹಿಸುವ ಶಾಲಾ ಮಕ್ಕಳಿಗೆ ಲಘು ಉಪಹಾರದ ವ್ಯವಸ್ಥೆ ಹಾಗೂ ಸ್ಪರ್ಧೆಯ ನಂತರ ನೀಡಲಾಗುವುದು. ಹೆಚ್ಚಿನ ವಿವರಗಳಿಗಾಗಿ, ಮಂಡಳಿಯ ಪ್ರಾದೇಶಿಕ ಕಚೇರಿ, ಬೆಂಗಳೂರು ನಗರ ದಕ್ಷಿಣ, 1 ನೇ ಮಹಡಿ, ನಿಸರ್ಗ ಭವನ, 7ನೇ 'ಡಿ' ಕ್ರಾಸ್, ಶಿವನಗರ, ಬೆಂಗಳೂರು - 560010 ಎಂದು ಕರ್ನಾಟಕ ರಾಜ್ಯ ಮಾಲಿನ್ಯ ನಿಯಂತ್ರಣ ಮಂಡಳಿ ಸದಸ್ಯ ಕಾರ್ಯದರ್ಶಿ ಪ್ರಕಟಣೆಯಲ್ಲಿ ತಿಳಿಸಿದ್ದಾರೆ. (164, 1173, 320, 1366)
nelamangala-sign1: ಸಹಿ/- (908, 1447, 921, 1455)
election-headline: ಗ್ರಾ.ಪಂ ಉಪ ಚುನಾವಣೆ ಫಲಿತಾಂಶ ಪ್ರಕಟ (714, 1136, 905, 1152)
sidebar-photo-office (747, 402, 941, 508)
rain-beside: ಉಸ್ತುವಾರಿ ಕಾರ್ಯದರ್ಶಿಗಳಿಗೆ ಮುಖ್ಯಮಂತ್ರಿ, ಸಿದ್ದರಾಮಯ್ಯ ಅವರು ಸೂಚನೆ ನೀಡಿದ್ದಾರೆ. ಮಳೆಯಿಂದ ಆಗಿರುವ ಅನಾಹುತದ ಬಗ್ಗೆ ಎಲ್ಲಾ ಜಿಲ್ಲಾಧಿಕಾರಿಗಳ ಜೊತೆ ವಿಡಿಯೋ ಸಂವಾದ ನಡೆಸಿದ ಅವರು, ಮುನ್ನೆಚ್ಚರಿಕೆ ಕ್ರಮಗಳನ್ನು ಕೈಗೊಳ್ಳುವಂತೆ ಸೂಚಿಸಿದರು. (66, 557, 228, 601)
election-text: ರಾಜ್ಯ ಚುನಾವಣಾ ಆಯೋಗದಿಂದ ಇತ್ತೀಚೆಗೆ ನಡೆದ ಗ್ರಾಮಪಂಚಾಯಿತಿ ಉಪ ಚುನಾವಣೆ ಮೇ-2025ರ ಚುನಾವಣೆಯ ಮತ ಎಣಿಕೆಯು 2025ನೇ ಮೇ 28ರಂದು ಮುಕ್ತಾಯಗೊಂಡಿದ್ದು, ಫಲಿತಾಂಶದ ಅಂಕಿ ಅಂಶಗಳನ್ನು ಸಾರ್ವಜನಿಕರ ಮಾಹಿತಿಗಾಗಿ ಆಯೋಗದ ಜಾಲತಾಣ www. karsec.gov.in ನಲ್ಲಿ ಪ್ರಕಟಿಸಲಾಗಿದೆ . (716, 1157, 942, 1201)
anekal-date: ದಿನಾಂಕ: 27.05.2025 (620, 1297, 673, 1304)
lead-body-col1 (6, 136, 192, 446)
measures-box (6, 742, 228, 874)
nelamangala-ad (710, 1222, 943, 1488)
logo-part-2: ಮುಗಿಲು (799, 4, 858, 28)
dotted-divider (0, 1130, 945, 1132)
table-header-row (364, 1363, 673, 1395)
